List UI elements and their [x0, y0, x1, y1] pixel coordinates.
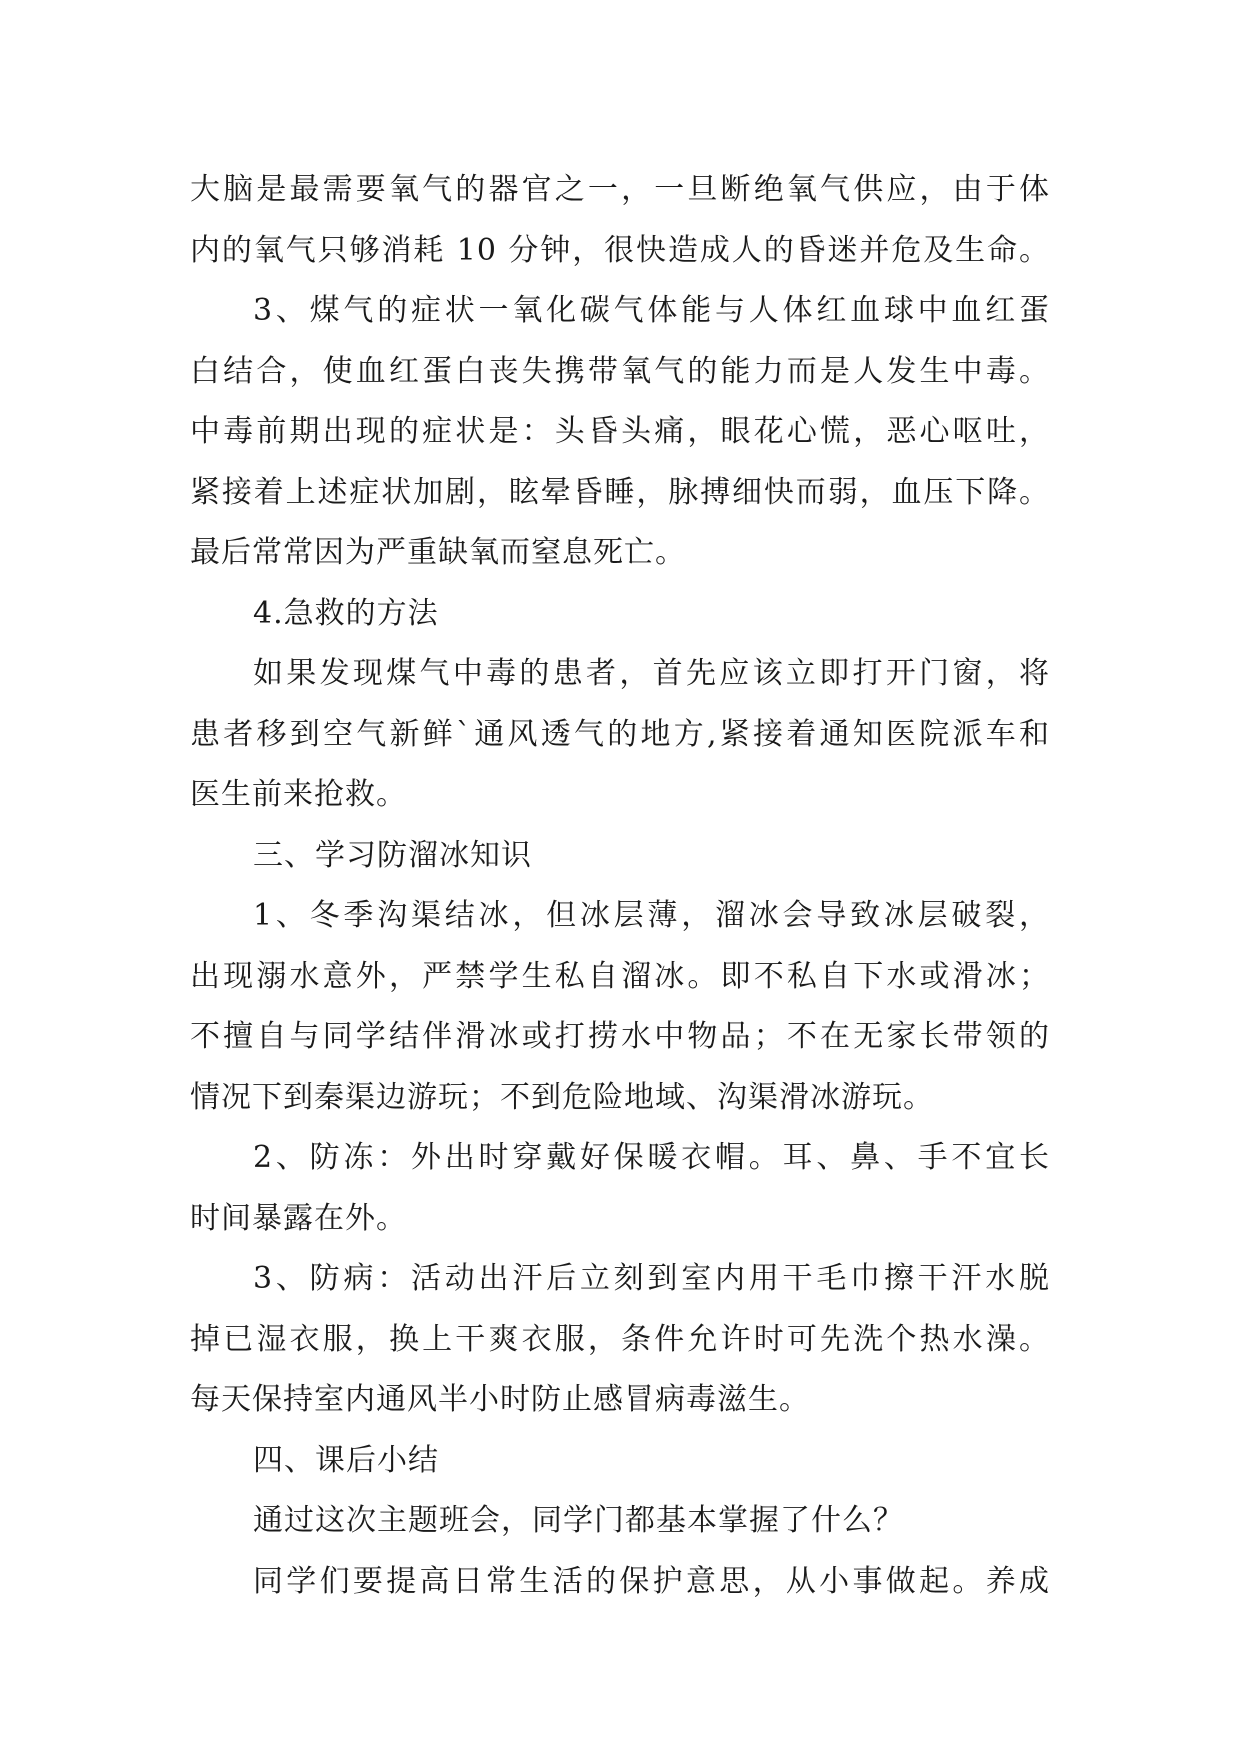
text-line: 通过这次主题班会，同学门都基本掌握了什么？ [253, 1503, 904, 1538]
section-heading: 三、学习防溜冰知识 [253, 837, 532, 873]
text-line: 时间暴露在外。 [190, 1200, 407, 1236]
text-line: 白结合，使血红蛋白丧失携带氧气的能力而是人发生中毒。 [190, 353, 1050, 389]
section-heading: 4.急救的方法 [253, 595, 439, 631]
section-heading: 四、课后小结 [253, 1442, 439, 1478]
text-line: 1、冬季沟渠结冰，但冰层薄，溜冰会导致冰层破裂， [253, 898, 1050, 933]
text-line: 每天保持室内通风半小时防止感冒病毒滋生。 [190, 1382, 810, 1417]
text-line: 掉已湿衣服，换上干爽衣服，条件允许时可先洗个热水澡。 [190, 1321, 1050, 1357]
text-line: 大脑是最需要氧气的器官之一，一旦断绝氧气供应，由于体 [190, 172, 1050, 207]
text-line: 出现溺水意外，严禁学生私自溜冰。即不私自下水或滑冰； [190, 958, 1050, 994]
text-line: 3、防病：活动出汗后立刻到室内用干毛巾擦干汗水脱 [253, 1261, 1050, 1296]
text-line: 中毒前期出现的症状是：头昏头痛，眼花心慌，恶心呕吐， [190, 414, 1050, 449]
text-line: 最后常常因为严重缺氧而窒息死亡。 [190, 535, 686, 570]
text-line: 医生前来抢救。 [190, 777, 407, 812]
text-line: 内的氧气只够消耗 10 分钟，很快造成人的昏迷并危及生命。 [190, 232, 1050, 268]
text-line: 情况下到秦渠边游玩；不到危险地域、沟渠滑冰游玩。 [190, 1079, 934, 1115]
text-line: 2、防冻：外出时穿戴好保暖衣帽。耳、鼻、手不宜长 [253, 1140, 1050, 1175]
text-line: 不擅自与同学结伴滑冰或打捞水中物品；不在无家长带领的 [190, 1019, 1050, 1054]
document-page [190, 160, 1050, 1612]
text-line: 患者移到空气新鲜`通风透气的地方,紧接着通知医院派车和 [190, 716, 1050, 752]
text-line: 3、煤气的症状一氧化碳气体能与人体红血球中血红蛋 [253, 293, 1050, 328]
text-line: 如果发现煤气中毒的患者，首先应该立即打开门窗，将 [253, 656, 1050, 691]
text-line: 紧接着上述症状加剧，眩晕昏睡，脉搏细快而弱，血压下降。 [190, 474, 1050, 510]
text-line: 同学们要提高日常生活的保护意思，从小事做起。养成 [253, 1563, 1050, 1599]
